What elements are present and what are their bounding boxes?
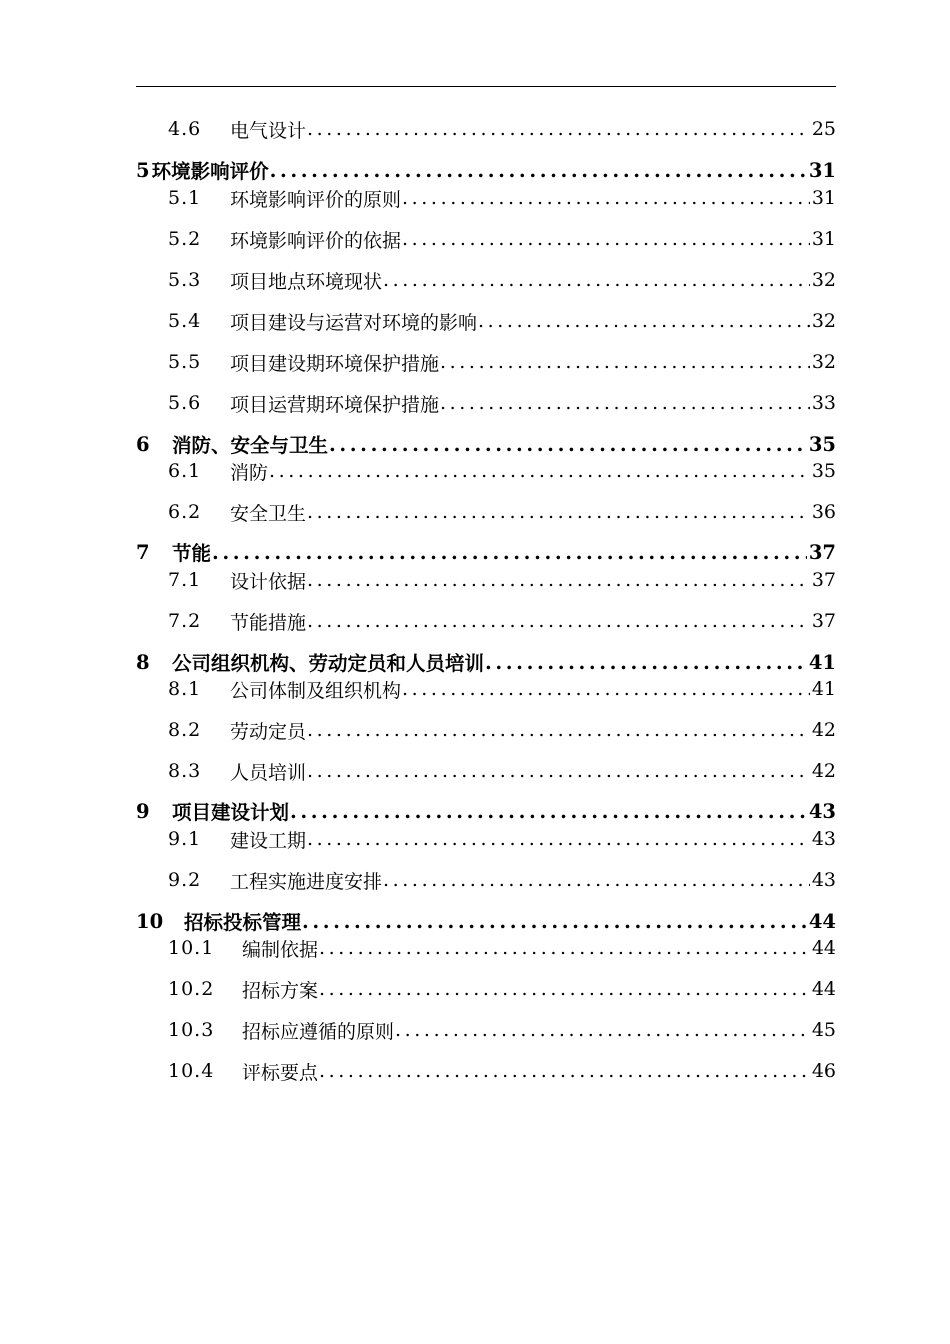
toc-leader-dots (307, 760, 810, 782)
toc-entry-number: 5.5 (168, 351, 202, 373)
toc-leader-dots (319, 937, 810, 959)
toc-chapter-page: 41 (808, 650, 836, 674)
toc-entry-page: 42 (811, 719, 836, 741)
toc-entry-page: 33 (811, 392, 836, 414)
toc-entry-title: 招标应遵循的原则 (242, 1020, 395, 1043)
toc-entry-page: 32 (811, 269, 836, 291)
toc-entry-6-2[interactable] (168, 499, 836, 525)
toc-entry-8-3[interactable] (168, 758, 836, 784)
toc-entry-number: 5.4 (168, 310, 202, 332)
toc-entry-number: 9.2 (168, 869, 202, 891)
toc-entry-10-2[interactable] (168, 976, 836, 1002)
toc-entry-8-1[interactable] (168, 676, 836, 702)
toc-leader-dots (440, 351, 810, 373)
toc-entry-title: 消防 (230, 461, 269, 484)
toc-entry-title: 工程实施进度安排 (230, 870, 383, 893)
toc-entry-page: 45 (811, 1019, 836, 1041)
toc-entry-5-2[interactable] (168, 226, 836, 252)
toc-leader-dots (307, 719, 810, 741)
toc-entry-title: 招标方案 (242, 979, 319, 1002)
toc-leader-dots (269, 460, 810, 482)
toc-leader-dots (307, 501, 810, 523)
toc-leader-dots (302, 910, 807, 933)
toc-entry-page: 43 (811, 869, 836, 891)
toc-entry-title: 项目建设期环境保护措施 (230, 352, 440, 375)
toc-leader-dots (402, 678, 810, 700)
toc-entry-number: 8.1 (168, 678, 202, 700)
toc-entry-6[interactable] (136, 431, 836, 457)
toc-entry-10[interactable] (136, 908, 836, 934)
toc-entry-number: 5.3 (168, 269, 202, 291)
toc-chapter-page: 37 (808, 540, 836, 564)
toc-leader-dots (329, 433, 807, 456)
toc-entry-8[interactable] (136, 649, 836, 675)
toc-entry-page: 46 (811, 1060, 836, 1082)
toc-chapter-page: 35 (808, 432, 836, 456)
toc-entry-title: 项目建设与运营对环境的影响 (230, 311, 478, 334)
toc-chapter-number: 6 (136, 432, 150, 456)
toc-leader-dots (212, 541, 807, 564)
toc-entry-number: 5.2 (168, 228, 202, 250)
toc-entry-number: 5.1 (168, 187, 202, 209)
toc-entry-page: 43 (811, 828, 836, 850)
toc-leader-dots (402, 228, 810, 250)
toc-entry-number: 10.2 (168, 978, 215, 1000)
toc-entry-title: 设计依据 (230, 570, 307, 593)
toc-entry-title: 项目运营期环境保护措施 (230, 393, 440, 416)
toc-chapter-number: 7 (136, 540, 150, 564)
toc-leader-dots (319, 978, 810, 1000)
toc-entry-9[interactable] (136, 798, 836, 824)
toc-chapter-page: 43 (808, 799, 836, 823)
toc-leader-dots (440, 392, 810, 414)
toc-leader-dots (402, 187, 810, 209)
toc-entry-page: 36 (811, 501, 836, 523)
toc-entry-number: 8.2 (168, 719, 202, 741)
toc-entry-7[interactable] (136, 539, 836, 565)
toc-entry-page: 42 (811, 760, 836, 782)
toc-leader-dots (307, 118, 810, 140)
toc-entry-5-4[interactable] (168, 308, 836, 334)
toc-entry-title: 环境影响评价的依据 (230, 229, 402, 252)
toc-entry-10-3[interactable] (168, 1017, 836, 1043)
toc-entry-title: 劳动定员 (230, 720, 307, 743)
toc-entry-title: 公司体制及组织机构 (230, 679, 402, 702)
toc-entry-number: 9.1 (168, 828, 202, 850)
toc-entry-9-2[interactable] (168, 867, 836, 893)
toc-entry-page: 32 (811, 351, 836, 373)
toc-entry-5-1[interactable] (168, 185, 836, 211)
toc-chapter-number: 10 (136, 909, 164, 933)
toc-entry-title: 评标要点 (242, 1061, 319, 1084)
toc-entry-7-2[interactable] (168, 608, 836, 634)
toc-chapter-title: 公司组织机构、劳动定员和人员培训 (172, 652, 485, 675)
toc-entry-title: 编制依据 (242, 938, 319, 961)
toc-entry-5-5[interactable] (168, 349, 836, 375)
toc-chapter-title: 环境影响评价 (151, 160, 269, 183)
toc-entry-number: 7.1 (168, 569, 202, 591)
toc-entry-page: 44 (811, 937, 836, 959)
toc-leader-dots (478, 310, 810, 332)
toc-entry-page: 31 (811, 187, 836, 209)
toc-entry-8-2[interactable] (168, 717, 836, 743)
toc-entry-number: 4.6 (168, 118, 202, 140)
toc-entry-10-1[interactable] (168, 935, 836, 961)
toc-entry-number: 10.4 (168, 1060, 215, 1082)
toc-entry-page: 44 (811, 978, 836, 1000)
toc-leader-dots (319, 1060, 810, 1082)
toc-entry-number: 6.1 (168, 460, 202, 482)
toc-leader-dots (307, 569, 810, 591)
toc-entry-7-1[interactable] (168, 567, 836, 593)
toc-entry-title: 项目地点环境现状 (230, 270, 383, 293)
toc-entry-4-6[interactable] (168, 116, 836, 142)
toc-entry-page: 31 (811, 228, 836, 250)
toc-leader-dots (307, 610, 810, 632)
toc-entry-number: 7.2 (168, 610, 202, 632)
toc-entry-10-4[interactable] (168, 1058, 836, 1084)
toc-entry-title: 人员培训 (230, 761, 307, 784)
toc-entry-number: 10.3 (168, 1019, 215, 1041)
toc-entry-title: 电气设计 (230, 119, 307, 142)
toc-entry-5[interactable] (136, 157, 836, 183)
toc-entry-number: 6.2 (168, 501, 202, 523)
toc-entry-title: 安全卫生 (230, 502, 307, 525)
toc-chapter-page: 31 (808, 158, 836, 182)
toc-entry-title: 节能措施 (230, 611, 307, 634)
toc-chapter-number: 5 (136, 158, 150, 182)
header-rule (136, 86, 836, 87)
toc-leader-dots (395, 1019, 810, 1041)
toc-entry-number: 8.3 (168, 760, 202, 782)
toc-entry-5-3[interactable] (168, 267, 836, 293)
toc-leader-dots (383, 869, 810, 891)
toc-chapter-title: 项目建设计划 (172, 801, 290, 824)
toc-chapter-title: 消防、安全与卫生 (172, 434, 329, 457)
toc-chapter-title: 节能 (172, 542, 212, 565)
toc-entry-title: 建设工期 (230, 829, 307, 852)
toc-leader-dots (270, 159, 807, 182)
toc-chapter-title: 招标投标管理 (184, 911, 302, 934)
toc-chapter-number: 9 (136, 799, 150, 823)
toc-leader-dots (485, 651, 807, 674)
toc-chapter-page: 44 (808, 909, 836, 933)
toc-leader-dots (383, 269, 810, 291)
toc-entry-page: 32 (811, 310, 836, 332)
toc-entry-page: 37 (811, 569, 836, 591)
toc-entry-9-1[interactable] (168, 826, 836, 852)
toc-entry-page: 37 (811, 610, 836, 632)
toc-entry-page: 41 (811, 678, 836, 700)
toc-entry-number: 10.1 (168, 937, 215, 959)
toc-leader-dots (307, 828, 810, 850)
toc-entry-title: 环境影响评价的原则 (230, 188, 402, 211)
toc-chapter-number: 8 (136, 650, 150, 674)
toc-entry-page: 25 (811, 118, 836, 140)
toc-leader-dots (290, 800, 807, 823)
toc-entry-6-1[interactable] (168, 458, 836, 484)
toc-entry-page: 35 (811, 460, 836, 482)
toc-entry-number: 5.6 (168, 392, 202, 414)
toc-entry-5-6[interactable] (168, 390, 836, 416)
